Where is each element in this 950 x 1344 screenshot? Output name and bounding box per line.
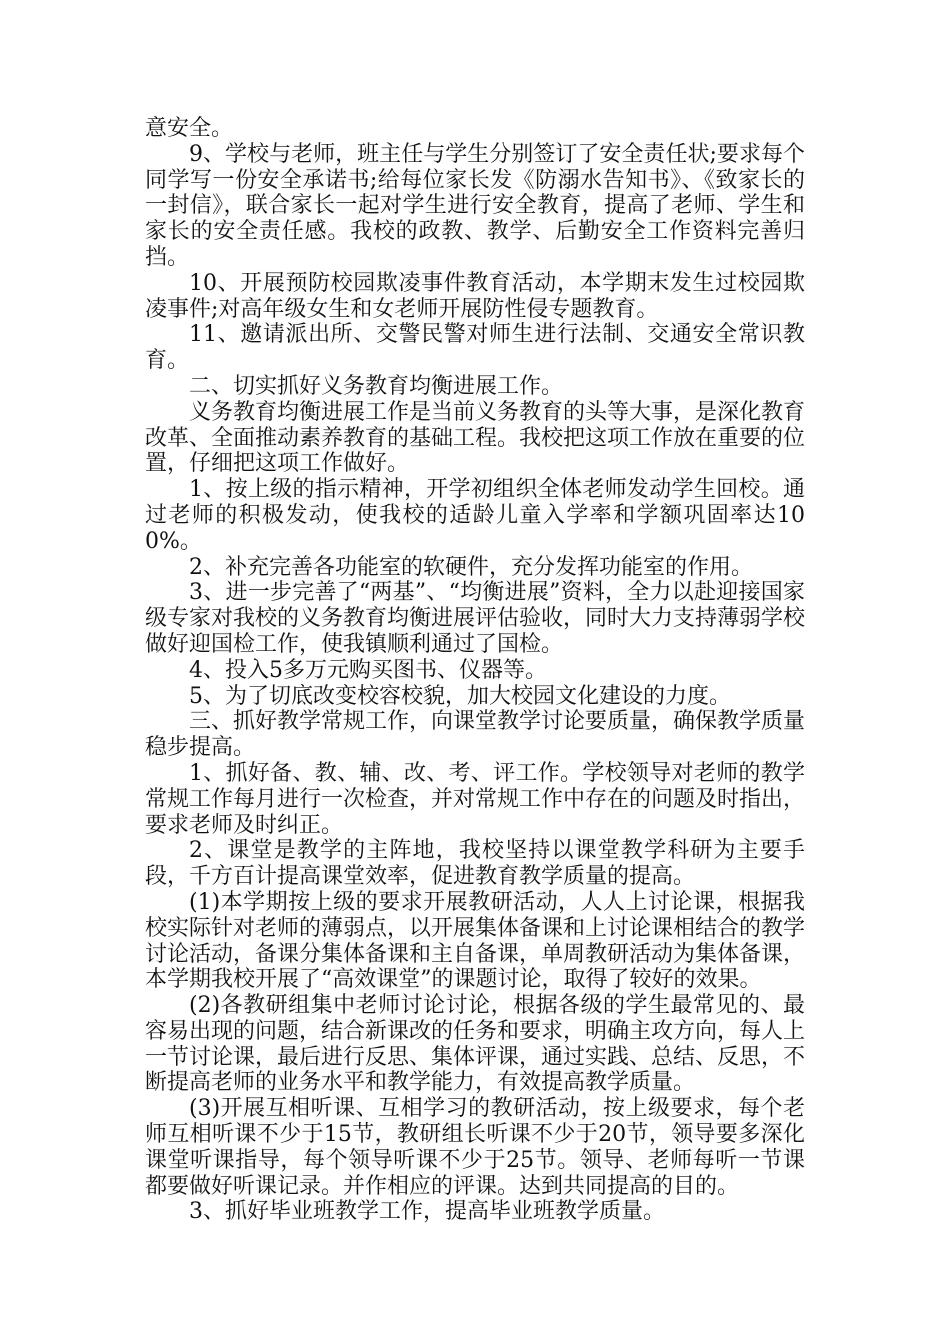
paragraph-subitem-2: (2)各教研组集中老师讨论讨论，根据各级的学生最常见的、最容易出现的问题，结合新课改的任务和要求，明确主攻方向，每人上一节讨论课，最后进行反思、集体评课，通过实践、总结、反思，不断提高老师的业务水平和教学能力，有效提高教学质量。 bbox=[145, 993, 806, 1096]
paragraph-subitem-1: (1)本学期按上级的要求开展教研活动，人人上讨论课，根据我校实际针对老师的薄弱点，以开展集体备课和上讨论课相结合的教学讨论活动，备课分集体备课和主自备课，单周教研活动为集体备课，本学期我校开展了“高效课堂”的课题讨论，取得了较好的效果。 bbox=[145, 889, 806, 993]
section-heading-2: 二、切实抓好义务教育均衡进展工作。 bbox=[189, 373, 564, 399]
paragraph-item-5: 5、为了切底改变校容校貌，加大校园文化建设的力度。 bbox=[189, 683, 731, 709]
paragraph-item-10: 10、开展预防校园欺凌事件教育活动，本学期末发生过校园欺凌事件;对高年级女生和女老师开展防性侵专题教育。 bbox=[145, 270, 805, 322]
paragraph-item-1b: 1、抓好备、教、辅、改、考、评工作。学校领导对老师的教学常规工作每月进行一次检查，并对常规工作中存在的问题及时指出，要求老师及时纠正。 bbox=[145, 760, 806, 838]
paragraph-item-9: 9、学校与老师，班主任与学生分别签订了安全责任状;要求每个同学写一份安全承诺书;给每位家长发《防溺水告知书》、《致家长的一封信》，联合家长一起对学生进行安全教育，提高了老师、学生和家长的安全责任感。我校的政教、教学、后勤安全工作资料完善归挡。 bbox=[145, 141, 805, 270]
section-heading-3: 三、抓好教学常规工作，向课堂教学讨论要质量，确保教学质量稳步提高。 bbox=[145, 709, 806, 761]
paragraph-subitem-3: (3)开展互相听课、互相学习的教研活动，按上级要求，每个老师互相听课不少于15节，教研组长听课不少于20节，领导要多深化课堂听课指导，每个领导听课不少于25节。领导、老师每听一节课都要做好听课记录。并作相应的评课。达到共同提高的目的。 bbox=[145, 1096, 805, 1199]
paragraph-item-11: 11、邀请派出所、交警民警对师生进行法制、交通安全常识教育。 bbox=[145, 322, 805, 374]
paragraph-intro: 义务教育均衡进展工作是当前义务教育的头等大事，是深化教育改革、全面推动素养教育的基础工程。我校把这项工作放在重要的位置，仔细把这项工作做好。 bbox=[145, 399, 806, 477]
paragraph-item-2: 2、补充完善各功能室的软硬件，充分发挥功能室的作用。 bbox=[189, 554, 753, 580]
paragraph-item-2b: 2、课堂是教学的主阵地，我校坚持以课堂教学科研为主要手段，千方百计提高课堂效率，促进教育教学质量的提高。 bbox=[145, 838, 805, 890]
paragraph-item-4: 4、投入5多万元购买图书、仪器等。 bbox=[189, 657, 547, 683]
paragraph-item-3b: 3、抓好毕业班教学工作，提高毕业班教学质量。 bbox=[189, 1199, 665, 1225]
paragraph-continuation: 意安全。 bbox=[145, 116, 234, 141]
paragraph-item-1: 1、按上级的指示精神，开学初组织全体老师发动学生回校。通过老师的积极发动，使我校的适龄儿童入学率和学额巩固率达100%。 bbox=[145, 477, 805, 554]
paragraph-item-3: 3、进一步完善了“两基”、“均衡进展”资料，全力以赴迎接国家级专家对我校的义务教育均衡进展评估验收，同时大力支持薄弱学校做好迎国检工作，使我镇顺利通过了国检。 bbox=[145, 580, 806, 657]
document-body bbox=[145, 116, 805, 1225]
